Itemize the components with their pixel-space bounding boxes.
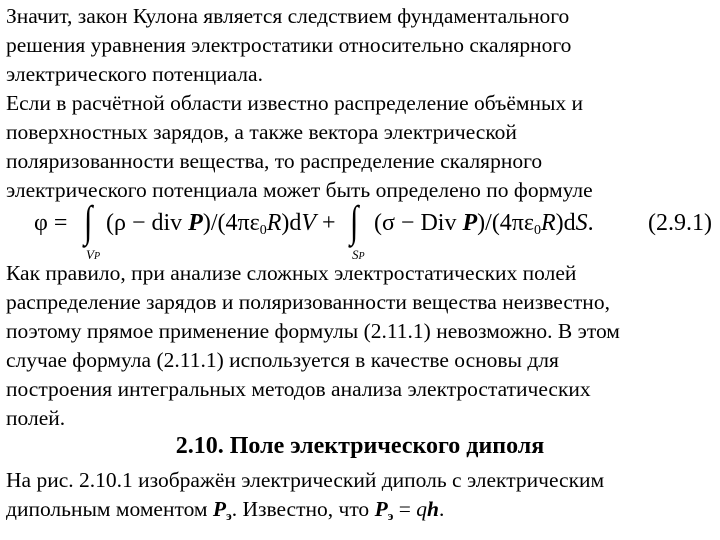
text-line: электрического потенциала. — [6, 62, 263, 86]
section-heading: 2.10. Поле электрического диполя — [175, 433, 545, 459]
formula-2-9-1 — [34, 197, 720, 264]
formula-number: (2.9.1) — [648, 210, 712, 236]
phi-symbol: φ = — [34, 210, 68, 236]
volume-label: VP — [86, 247, 101, 262]
surface-label: SP — [352, 247, 365, 262]
volume-integral-sign: ∫ — [84, 197, 93, 246]
text-line: построения интегральных методов анализа электростатических — [6, 377, 591, 401]
text-line: дипольным моментом Pэ. Известно, что Pэ = qh. — [6, 497, 445, 523]
paragraph-dipole — [6, 466, 714, 530]
surface-term: (σ − Div P)/(4πε0R)dS. — [374, 210, 594, 238]
text-line: Если в расчётной области известно распределение объёмных и — [6, 91, 584, 115]
paragraph-integral-methods — [6, 259, 714, 433]
text-line: Как правило, при анализе сложных электростатических полей — [6, 261, 577, 285]
text-line: электрического потенциала может быть определено по формуле — [6, 178, 593, 202]
text-line: На рис. 2.10.1 изображён электрический диполь с электрическим — [6, 468, 605, 492]
text-line: поэтому прямое применение формулы (2.11.1) невозможно. В этом — [6, 319, 620, 343]
text-line: решения уравнения электростатики относительно скалярного — [6, 33, 572, 57]
text-line: поляризованности вещества, то распределение скалярного — [6, 149, 543, 173]
text-line: поверхностных зарядов, а также вектора электрической — [6, 120, 517, 144]
volume-term: (ρ − div P)/(4πε0R)dV + — [106, 210, 336, 238]
surface-integral-sign: ∫ — [350, 197, 359, 246]
text-line: распределение зарядов и поляризованности вещества неизвестно, — [6, 290, 610, 314]
text-line: Значит, закон Кулона является следствием фундаментального — [6, 4, 570, 28]
text-line: полей. — [6, 406, 66, 430]
paragraph-potential-distribution — [6, 89, 714, 205]
text-line: случае формула (2.11.1) используется в качестве основы для — [6, 348, 559, 372]
paragraph-coulomb-law — [6, 2, 714, 89]
